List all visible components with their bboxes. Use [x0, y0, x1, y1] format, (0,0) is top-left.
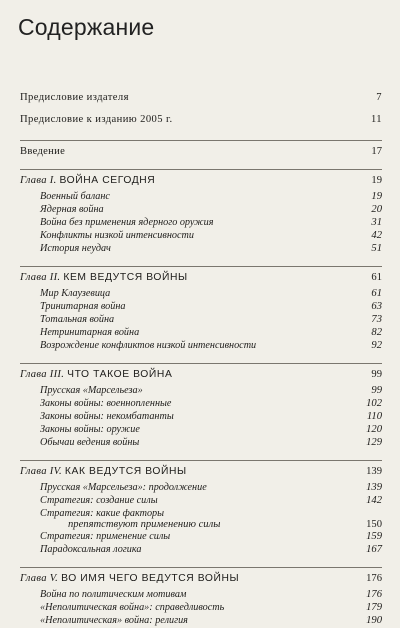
entry-page: 17 — [371, 146, 382, 157]
entry-label: Конфликты низкой интенсивности — [40, 230, 194, 241]
entry-page: 102 — [366, 398, 382, 409]
entry-page: 176 — [366, 573, 382, 584]
entry-label: Законы войны: некомбатанты — [40, 411, 174, 422]
chapter-title: ЧТО ТАКОЕ ВОЙНА — [67, 369, 173, 380]
entry-page: 20 — [371, 204, 382, 215]
entry-label: Тринитарная война — [40, 301, 126, 312]
entry-label: Стратегия: какие факторы — [40, 508, 165, 519]
entry-page: 159 — [366, 531, 382, 542]
entry-page: 190 — [366, 615, 382, 626]
toc-chapter-1[interactable] — [20, 169, 382, 187]
entry-page: 92 — [371, 340, 382, 351]
chapter-title: КАК ВЕДУТСЯ ВОЙНЫ — [64, 466, 187, 477]
toc-section[interactable] — [20, 191, 382, 203]
toc-section[interactable] — [20, 288, 382, 300]
toc-section[interactable] — [20, 437, 382, 449]
chapter-title: КЕМ ВЕДУТСЯ ВОЙНЫ — [63, 272, 188, 283]
entry-label: Законы войны: оружие — [40, 424, 140, 435]
toc-section[interactable] — [20, 230, 382, 242]
entry-label: Война без применения ядерного оружия — [40, 217, 214, 228]
toc-entry-2005-preface[interactable] — [20, 114, 382, 126]
entry-page: 99 — [371, 385, 382, 396]
entry-page: 11 — [370, 114, 382, 125]
entry-page: 176 — [366, 589, 382, 600]
toc-chapter-2[interactable] — [20, 266, 382, 284]
toc-section[interactable] — [20, 544, 382, 556]
entry-page: 150 — [366, 519, 382, 530]
toc-section[interactable] — [20, 589, 382, 601]
page-title: Содержание — [18, 14, 155, 40]
entry-page: 42 — [371, 230, 382, 241]
chapter-title: ВО ИМЯ ЧЕГО ВЕДУТСЯ ВОЙНЫ — [61, 573, 240, 584]
chapter-prefix: Глава II. — [20, 272, 61, 283]
entry-label: Законы войны: военнопленные — [40, 398, 172, 409]
toc-section[interactable] — [20, 411, 382, 423]
entry-page: 19 — [371, 175, 382, 186]
entry-label: Прусская «Марсельеза» — [40, 385, 143, 396]
toc-entry-introduction[interactable] — [20, 140, 382, 158]
entry-page: 63 — [371, 301, 382, 312]
entry-page: 61 — [371, 272, 382, 283]
entry-page: 142 — [366, 495, 382, 506]
entry-label: Обычаи ведения войны — [40, 437, 140, 448]
toc-section[interactable] — [20, 602, 382, 614]
entry-page: 179 — [366, 602, 382, 613]
entry-label: Военный баланс — [40, 191, 110, 202]
entry-label: Нетринитарная война — [40, 327, 140, 338]
entry-label: «Неполитическая» война: религия — [40, 615, 188, 626]
toc-section[interactable] — [20, 424, 382, 436]
entry-label: Прусская «Марсельеза»: продолжение — [40, 482, 207, 493]
toc-section-two-line[interactable] — [20, 508, 382, 531]
toc-section[interactable] — [20, 340, 382, 352]
chapter-prefix: Глава IV. — [20, 466, 62, 477]
entry-label: «Неполитическая война»: справедливость — [40, 602, 225, 613]
toc-section[interactable] — [20, 243, 382, 255]
entry-label: Возрождение конфликтов низкой интенсивности — [40, 340, 257, 351]
toc-chapter-4[interactable] — [20, 460, 382, 478]
toc-entry-publisher-preface[interactable] — [20, 92, 382, 104]
toc-section[interactable] — [20, 327, 382, 339]
chapter-prefix: Глава I. — [20, 175, 57, 186]
toc-section[interactable] — [20, 495, 382, 507]
entry-label: Ядерная война — [40, 204, 104, 215]
toc-section[interactable] — [20, 314, 382, 326]
entry-page: 73 — [371, 314, 382, 325]
entry-label: Война по политическим мотивам — [40, 589, 187, 600]
toc-section[interactable] — [20, 385, 382, 397]
toc-chapter-5[interactable] — [20, 567, 382, 585]
entry-page: 139 — [366, 482, 382, 493]
chapter-prefix: Глава III. — [20, 369, 65, 380]
entry-page: 61 — [371, 288, 382, 299]
toc-section[interactable] — [20, 217, 382, 229]
entry-page: 82 — [371, 327, 382, 338]
toc-section[interactable] — [20, 531, 382, 543]
entry-label: Парадоксальная логика — [40, 544, 142, 555]
entry-label: Мир Клаузевица — [40, 288, 111, 299]
toc-section[interactable] — [20, 301, 382, 313]
entry-page: 167 — [366, 544, 382, 555]
toc-section[interactable] — [20, 398, 382, 410]
entry-label: Стратегия: применение силы — [40, 531, 171, 542]
entry-page: 99 — [371, 369, 382, 380]
entry-page: 139 — [366, 466, 382, 477]
toc-section[interactable] — [20, 204, 382, 216]
entry-page: 31 — [371, 217, 382, 228]
table-of-contents — [20, 92, 382, 628]
entry-label: Тотальная война — [40, 314, 115, 325]
toc-chapter-3[interactable] — [20, 363, 382, 381]
entry-label: Предисловие к изданию 2005 г. — [20, 114, 173, 125]
entry-label-continued: препятствуют применению силы — [68, 519, 221, 530]
entry-page: 51 — [371, 243, 382, 254]
entry-label: Введение — [20, 146, 66, 157]
entry-page: 19 — [371, 191, 382, 202]
toc-section[interactable] — [20, 482, 382, 494]
entry-page: 129 — [366, 437, 382, 448]
entry-label: История неудач — [40, 243, 111, 254]
entry-label: Предисловие издателя — [20, 92, 129, 103]
toc-section[interactable] — [20, 615, 382, 627]
chapter-prefix: Глава V. — [20, 573, 59, 584]
entry-page: 110 — [366, 411, 382, 422]
entry-page: 120 — [366, 424, 382, 435]
entry-page: 7 — [376, 92, 382, 103]
chapter-title: ВОЙНА СЕГОДНЯ — [59, 175, 156, 186]
entry-label: Стратегия: создание силы — [40, 495, 158, 506]
